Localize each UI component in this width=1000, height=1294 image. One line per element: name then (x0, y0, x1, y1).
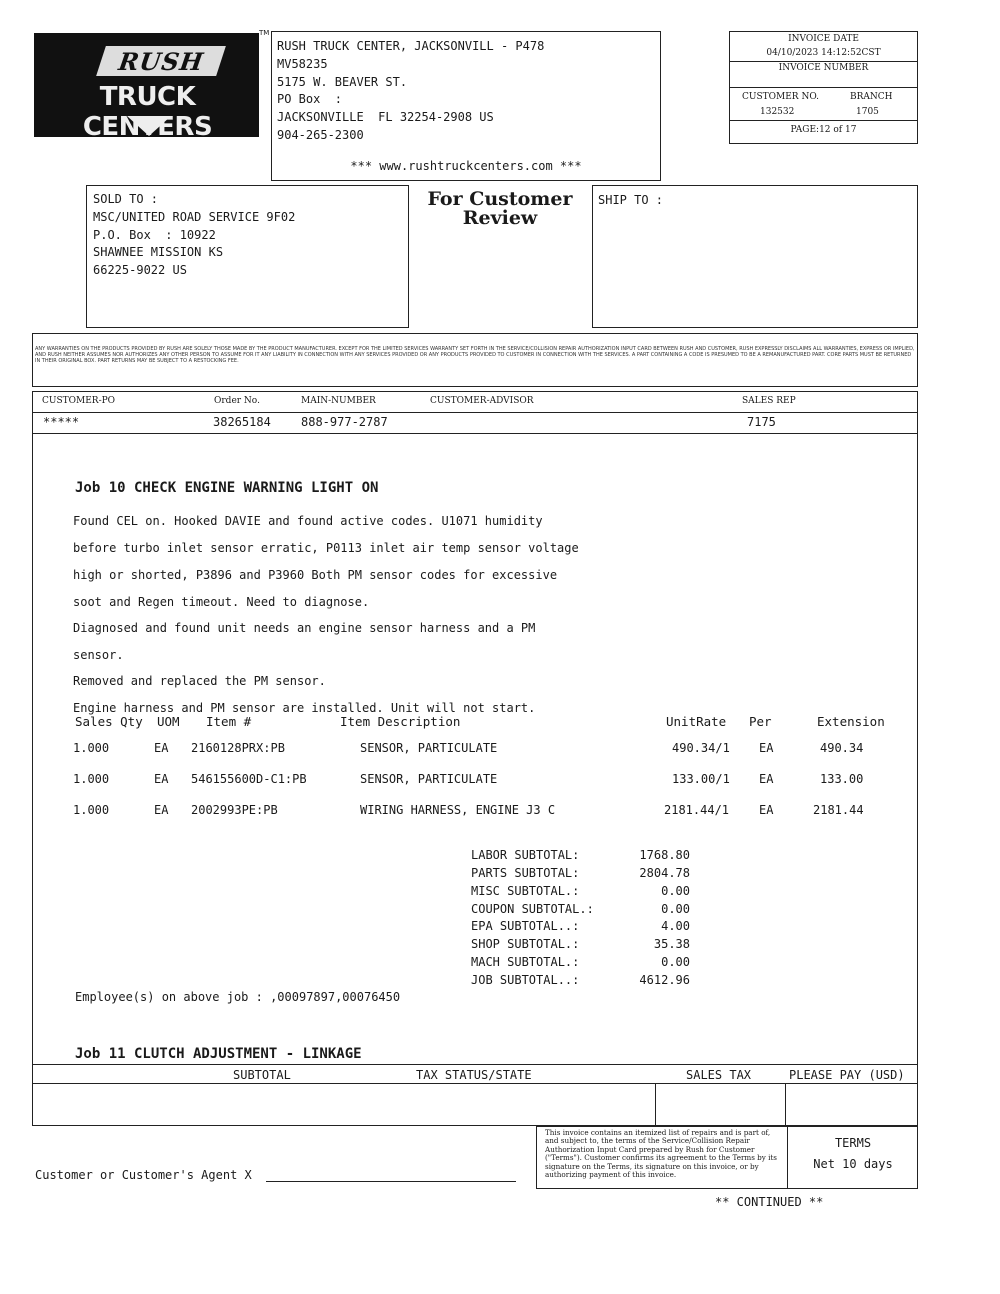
terms-legal-text: This invoice contains an itemized list of repairs and is part of, and subject to, the terms of the Service/Collision Repair Authorization Input Card prepared by Rush for Customer ("Terms"). Customer confirms its agreement to the Terms by its signature on the Terms, its signature on this invoice, or by authorizing payment of this invoice. (545, 1128, 777, 1180)
signature-line (266, 1181, 516, 1182)
invoice-date-label: INVOICE DATE (788, 34, 859, 44)
customer-po-label: CUSTOMER-PO (42, 396, 116, 406)
customer-no-value: 132532 (760, 107, 795, 117)
branch-value: 1705 (856, 107, 879, 117)
warranty-disclaimer-text: ANY WARRANTIES ON THE PRODUCTS PROVIDED BY RUSH ARE SOLELY THOSE MADE BY THE PRODUCT MANUFACTURER. EXCEPT FOR THE LIMITED SERVICES WARRANTY SET FORTH IN THE SERVICE/COLLISION REPAIR AUTHORIZATION INPUT CARD BETWEEN RUSH AND CUSTOMER, RUSH EXPRESSLY DISCLAIMS ALL WARRANTIES, EXPRESS OR IMPLIED, AND RUSH NEITHER ASSUMES NOR AUTHORIZES ANY OTHER PERSON TO ASSUME FOR IT ANY LIABILITY IN CONNECTION WITH ANY SERVICES PROVIDED OR ANY PRODUCTS PROVIDED TO CUSTOMER IN CONNECTION WITH THE SERVICES. A PART CONTAINING A CODE IS PRESUMED TO BE A REMANUFACTURED PART. CORE PARTS MUST BE RETURNED IN THEIR ORIGINAL BOX. PART RETURNS MAY BE SUBJECT TO A RESTOCKING FEE. (35, 346, 915, 364)
sold-to-box (86, 185, 409, 328)
trademark-mark: TM (259, 29, 270, 37)
order-no-label: Order No. (214, 396, 260, 406)
part-item-number: 546155600D-C1:PB (191, 772, 307, 786)
job-note: before turbo inlet sensor erratic, P0113 inlet air temp sensor voltage (73, 541, 579, 555)
shop-subtotal-value: 35.38 (653, 937, 690, 951)
ship-to-box (592, 185, 918, 328)
coupon-subtotal-value: 0.00 (661, 902, 690, 916)
part-per: EA (759, 772, 774, 786)
invoice-totals-box (32, 1064, 918, 1126)
part-unit-rate: 133.00/1 (672, 772, 730, 786)
please-pay-label: PLEASE PAY (USD) (789, 1068, 905, 1082)
branch-label: BRANCH (850, 92, 893, 102)
divider (785, 1083, 786, 1127)
terms-label: TERMS (834, 1136, 872, 1150)
part-description: WIRING HARNESS, ENGINE J3 C (360, 803, 556, 817)
subtotal-label: SUBTOTAL (233, 1068, 291, 1082)
sales-rep-value: 7175 (747, 415, 776, 429)
terms-value: Net 10 days (813, 1157, 893, 1171)
part-uom: EA (154, 741, 169, 755)
parts-header-unit-rate: UnitRate (666, 714, 727, 729)
ship-to-label: SHIP TO : (598, 193, 664, 207)
job-note: sensor. (73, 648, 124, 662)
logo-rush-banner (96, 46, 226, 76)
customer-po-value: ***** (43, 415, 80, 429)
part-per: EA (759, 803, 774, 817)
mach-subtotal-label: MACH SUBTOTAL.: (471, 955, 580, 969)
epa-subtotal-value: 4.00 (661, 919, 690, 933)
job-note: soot and Regen timeout. Need to diagnose. (73, 595, 370, 609)
part-item-number: 2002993PE:PB (191, 803, 278, 817)
logo-main-text: TRUCK CENTERS (82, 82, 213, 142)
job-11-title: Job 11 CLUTCH ADJUSTMENT - LINKAGE (75, 1046, 362, 1062)
part-description: SENSOR, PARTICULATE (360, 772, 498, 786)
invoice-number-label: INVOICE NUMBER (778, 63, 869, 73)
logo-triangle-icon (127, 116, 171, 136)
tax-status-label: TAX STATUS/STATE (416, 1068, 532, 1082)
warranty-disclaimer-box (32, 333, 918, 387)
continued-marker: ** CONTINUED ** (715, 1195, 824, 1209)
job-subtotal-label: JOB SUBTOTAL..: (471, 973, 580, 987)
invoice-info-box (729, 31, 918, 144)
divider (730, 61, 917, 62)
epa-subtotal-label: EPA SUBTOTAL..: (471, 919, 580, 933)
part-extension: 2181.44 (813, 803, 864, 817)
part-extension: 133.00 (820, 772, 864, 786)
job-10-title: Job 10 CHECK ENGINE WARNING LIGHT ON (75, 480, 379, 496)
job-note: Found CEL on. Hooked DAVIE and found active codes. U1071 humidity (73, 514, 543, 528)
rush-truck-centers-logo (34, 33, 259, 142)
dealer-address-lines: RUSH TRUCK CENTER, JACKSONVILL - P478 MV58235 5175 W. BEAVER ST. PO Box : JACKSONVILLE FL 32254-2908 US 904-265-2300 (277, 39, 545, 142)
coupon-subtotal-label: COUPON SUBTOTAL.: (471, 902, 594, 916)
part-per: EA (759, 741, 774, 755)
order-no-value: 38265184 (213, 415, 271, 429)
main-number-label: MAIN-NUMBER (301, 396, 376, 406)
part-qty: 1.000 (73, 772, 110, 786)
part-unit-rate: 490.34/1 (672, 741, 730, 755)
parts-header-extension: Extension (817, 714, 885, 729)
labor-subtotal-label: LABOR SUBTOTAL: (471, 848, 580, 862)
part-qty: 1.000 (73, 741, 110, 755)
customer-signature-label: Customer or Customer's Agent X (35, 1168, 252, 1182)
sales-tax-label: SALES TAX (686, 1068, 752, 1082)
parts-header-description: Item Description (340, 714, 461, 729)
invoice-date-value: 04/10/2023 14:12:52CST (766, 48, 881, 58)
misc-subtotal-value: 0.00 (661, 884, 690, 898)
sales-rep-label: SALES REP (742, 396, 796, 406)
mach-subtotal-value: 0.00 (661, 955, 690, 969)
for-customer-review-stamp: For Customer Review (427, 188, 573, 229)
parts-header-per: Per (749, 714, 772, 729)
page-indicator: PAGE:12 of 17 (790, 125, 857, 135)
main-number-value: 888-977-2787 (301, 415, 388, 429)
misc-subtotal-label: MISC SUBTOTAL.: (471, 884, 580, 898)
dealer-website: *** www.rushtruckcenters.com *** (350, 159, 582, 173)
job-note: Removed and replaced the PM sensor. (73, 674, 326, 688)
job-note: Engine harness and PM sensor are installed. Unit will not start. (73, 701, 536, 715)
job-note: Diagnosed and found unit needs an engine sensor harness and a PM (73, 621, 536, 635)
part-unit-rate: 2181.44/1 (664, 803, 730, 817)
sold-to-lines: SOLD TO : MSC/UNITED ROAD SERVICE 9F02 P.O. Box : 10922 SHAWNEE MISSION KS 66225-9022 US (93, 192, 296, 278)
part-uom: EA (154, 772, 169, 786)
customer-advisor-label: CUSTOMER-ADVISOR (430, 396, 534, 406)
order-header-row (32, 391, 918, 434)
part-qty: 1.000 (73, 803, 110, 817)
shop-subtotal-label: SHOP SUBTOTAL.: (471, 937, 580, 951)
customer-no-label: CUSTOMER NO. (742, 92, 820, 102)
part-description: SENSOR, PARTICULATE (360, 741, 498, 755)
parts-header-qty: Sales Qty (75, 714, 143, 729)
job-subtotal-value: 4612.96 (639, 973, 690, 987)
part-item-number: 2160128PRX:PB (191, 741, 285, 755)
parts-header-item: Item # (206, 714, 252, 729)
terms-box (536, 1126, 918, 1189)
labor-subtotal-value: 1768.80 (639, 848, 690, 862)
part-uom: EA (154, 803, 169, 817)
job-employees: Employee(s) on above job : ,00097897,00076450 (75, 990, 401, 1004)
parts-subtotal-label: PARTS SUBTOTAL: (471, 866, 580, 880)
divider (655, 1083, 656, 1127)
parts-subtotal-value: 2804.78 (639, 866, 690, 880)
logo-rush-text: RUSH (116, 46, 206, 76)
divider (730, 87, 917, 88)
job-note: high or shorted, P3896 and P3960 Both PM sensor codes for excessive (73, 568, 558, 582)
parts-header-uom: UOM (157, 714, 180, 729)
divider (33, 412, 917, 413)
divider (730, 120, 917, 121)
dealer-address-box (271, 31, 661, 181)
part-extension: 490.34 (820, 741, 864, 755)
